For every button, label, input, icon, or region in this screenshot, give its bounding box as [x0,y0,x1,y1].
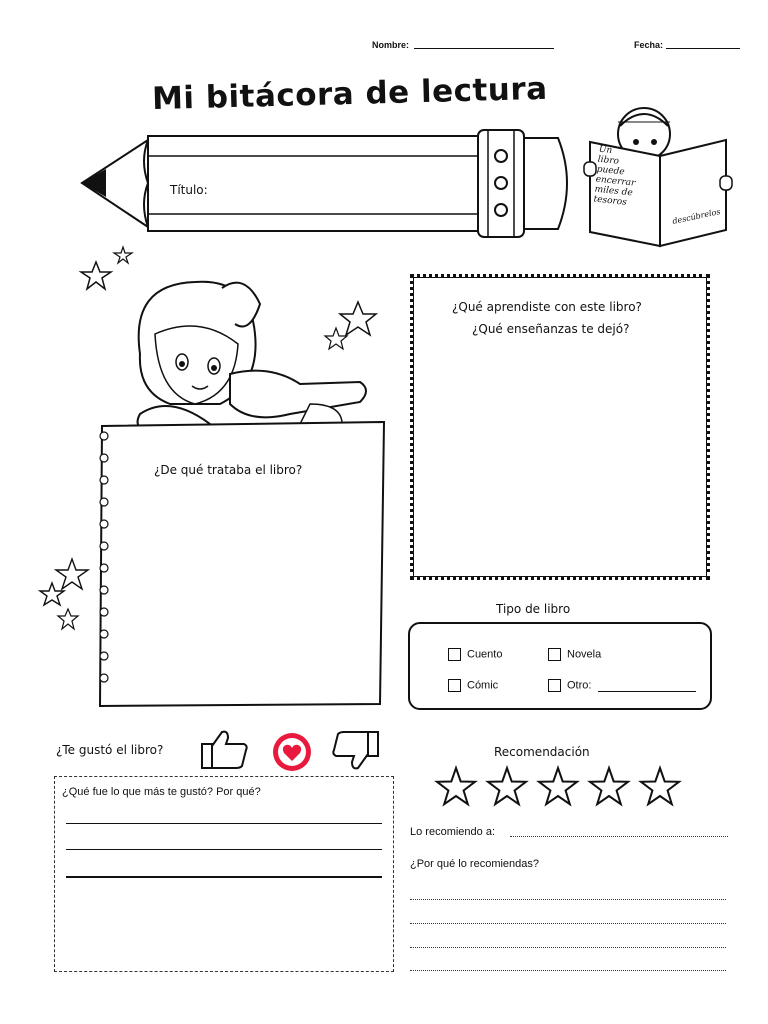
why-line-1[interactable] [410,899,726,900]
checkbox-novela[interactable] [548,648,561,661]
checkbox-comic[interactable] [448,679,461,692]
rating-star-icon[interactable] [590,768,628,804]
thumbs-down-icon[interactable] [330,730,380,772]
recommend-to-field[interactable] [510,836,728,837]
star-decoration-icon [322,298,382,358]
option-cuento[interactable]: Cuento [448,648,502,661]
book-cover-tag: descúbrelos [671,207,722,226]
why-recommend-label: ¿Por qué lo recomiendas? [410,858,540,870]
why-line-3[interactable] [410,947,726,948]
book-type-box [408,622,712,710]
why-line-2[interactable] [410,923,726,924]
page-title: Mi bitácora de lectura [151,70,549,118]
learning-question-2: ¿Qué enseñanzas te dejó? [472,322,630,336]
learning-question-1: ¿Qué aprendiste con este libro? [452,300,642,314]
checkbox-otro[interactable] [548,679,561,692]
thumbs-up-icon[interactable] [200,728,250,770]
rating-star-icon[interactable] [539,768,577,804]
recommend-to-label: Lo recomiendo a: [410,826,495,838]
title-field[interactable] [220,196,460,212]
favorite-box [54,776,394,972]
book-type-heading: Tipo de libro [496,602,571,616]
name-field[interactable] [414,48,554,49]
favorite-line-1[interactable] [66,823,382,824]
checkbox-cuento[interactable] [448,648,461,661]
name-label: Nombre: [372,40,410,50]
summary-answer-area[interactable] [120,490,374,690]
heart-icon[interactable] [270,730,314,774]
rating-star-icon[interactable] [641,768,679,804]
liked-question: ¿Te gustó el libro? [56,743,164,757]
title-label: Título: [170,183,208,197]
otro-field[interactable] [598,691,696,692]
star-decoration-icon [36,556,96,636]
rating-star-icon[interactable] [437,768,475,804]
favorite-line-3[interactable] [66,876,382,878]
option-novela[interactable]: Novela [548,648,601,661]
learning-answer-area[interactable] [430,350,692,560]
favorite-line-2[interactable] [66,849,382,850]
pencil-illustration [78,126,578,241]
why-line-4[interactable] [410,970,726,971]
favorite-question: ¿Qué fue lo que más te gustó? Por qué? [62,786,261,798]
option-otro[interactable]: Otro: [548,679,591,692]
date-field[interactable] [666,48,740,49]
date-label: Fecha: [634,40,664,50]
book-cover-text: Un libro puede encerrar miles de tesoros [593,144,636,208]
option-comic[interactable]: Cómic [448,679,498,692]
summary-question: ¿De qué trataba el libro? [154,463,303,477]
rating-stars [434,766,684,810]
recommendation-heading: Recomendación [494,745,590,759]
rating-star-icon[interactable] [488,768,526,804]
